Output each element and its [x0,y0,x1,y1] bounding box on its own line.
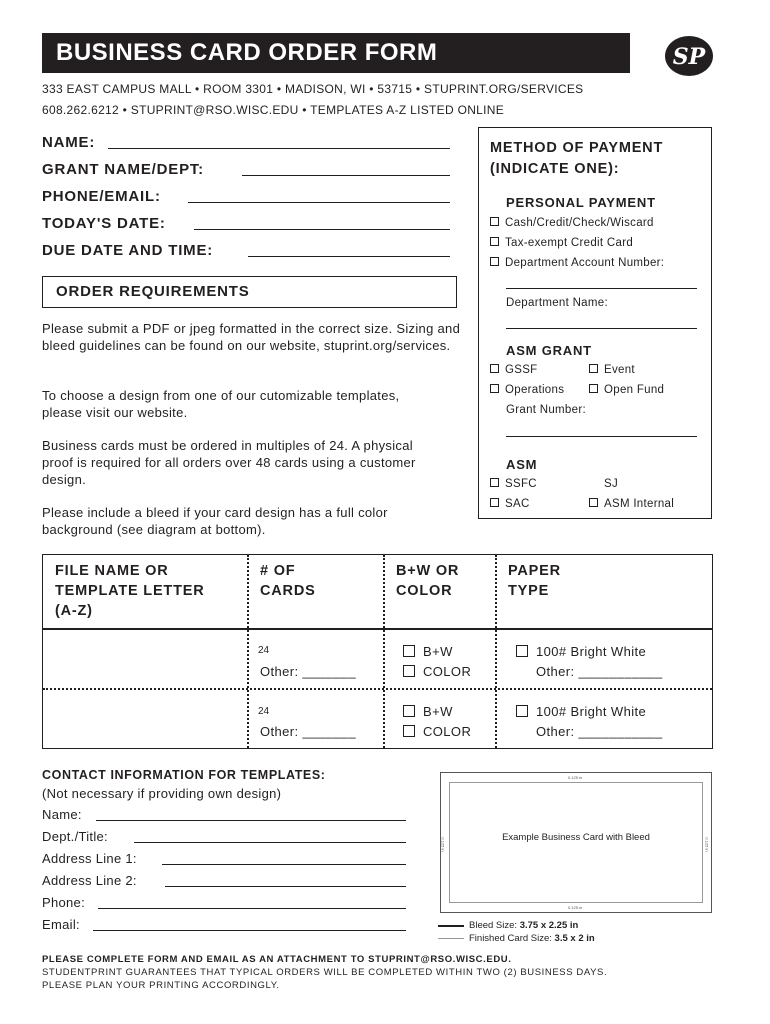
payment-heading: METHOD OF PAYMENT (INDICATE ONE): [490,140,664,177]
paper-label: 100# Bright White [536,704,647,719]
requirements-paragraph-3: Business cards must be ordered in multiples of 24. A physical proof is required for all orders over 48 cards using a customer design. [42,438,416,487]
contact-phone-label: Phone: [42,895,86,910]
grant-field[interactable] [242,175,450,176]
contact-dept-label: Dept./Title: [42,829,108,844]
contact-note: (Not necessary if providing own design) [42,786,282,801]
sac-label: SAC [505,498,530,510]
color-option[interactable] [403,664,471,679]
logo-text: SP [672,44,706,70]
due-field[interactable] [248,256,450,257]
ssfc-option[interactable] [490,478,537,490]
dim-left: 0.125 in [440,837,446,852]
paper-other[interactable]: Other: ___________ [536,664,663,679]
contact-email-field[interactable] [93,930,406,931]
contact-address2-label: Address Line 2: [42,873,137,888]
dim-right: 0.125 in [704,837,710,852]
footer-line-3: PLEASE PLAN YOUR PRINTING ACCORDINGLY. [42,980,280,991]
gssf-option[interactable] [490,364,538,376]
event-label: Event [604,364,635,376]
finished-label: Finished Card Size: [469,933,555,944]
bw-option[interactable] [403,704,453,719]
header-bw-color: B+W OR COLOR [396,563,460,599]
due-label: DUE DATE AND TIME: [42,242,214,259]
dept-account-option[interactable] [490,257,664,269]
checkbox[interactable] [490,384,499,393]
date-field[interactable] [194,229,450,230]
asm-internal-label: ASM Internal [604,498,675,510]
dept-account-field[interactable] [506,288,697,289]
finished-value: 3.5 x 2 in [554,933,595,944]
table-row-divider [43,688,712,690]
checkbox[interactable] [490,237,499,246]
footer-line-1: PLEASE COMPLETE FORM AND EMAIL AS AN ATTACHMENT TO STUPRINT@RSO.WISC.EDU. [42,954,512,965]
bleed-legend [469,920,578,931]
finished-legend [469,933,595,944]
table-column-divider [383,555,385,748]
operations-option[interactable] [490,384,564,396]
checkbox[interactable] [589,364,598,373]
qty-default: 24 [258,706,270,717]
gssf-label: GSSF [505,364,538,376]
checkbox[interactable] [490,257,499,266]
stuprint-logo [664,34,714,78]
order-requirements-heading: ORDER REQUIREMENTS [56,283,250,300]
requirements-paragraph-4: Please include a bleed if your card design has a full color background (see diagram at bottom). [42,505,388,537]
cash-label: Cash/Credit/Check/Wiscard [505,217,654,229]
contact-dept-field[interactable] [134,842,406,843]
checkbox[interactable] [490,478,499,487]
ssfc-label: SSFC [505,478,537,490]
paper-other[interactable]: Other: ___________ [536,724,663,739]
grant-number-field[interactable] [506,436,697,437]
paper-option[interactable] [516,644,646,659]
form-title: BUSINESS CARD ORDER FORM [42,33,630,73]
bleed-legend-line [438,925,464,927]
bw-label: B+W [423,704,453,719]
footer-line-2: STUDENTPRINT GUARANTEES THAT TYPICAL ORDERS WILL BE COMPLETED WITHIN TWO (2) BUSINESS DAYS. [42,967,608,978]
checkbox[interactable] [589,498,598,507]
checkbox[interactable] [589,384,598,393]
dim-top: 0.125 in [568,775,583,780]
open-fund-option[interactable] [589,384,664,396]
checkbox[interactable] [403,665,415,677]
contact-phone-field[interactable] [98,908,406,909]
color-option[interactable] [403,724,471,739]
grant-number-label: Grant Number: [506,404,586,416]
contact-address1-field[interactable] [162,864,406,865]
checkbox[interactable] [490,364,499,373]
address-line: 333 EAST CAMPUS MALL • ROOM 3301 • MADISON, WI • 53715 • STUPRINT.ORG/SERVICES [42,82,584,96]
cash-option[interactable] [490,217,654,229]
phone-field[interactable] [188,202,450,203]
qty-default: 24 [258,645,270,656]
grant-label: GRANT NAME/DEPT: [42,161,204,178]
color-label: COLOR [423,724,472,739]
file-name-cell[interactable] [44,630,246,687]
checkbox[interactable] [516,645,528,657]
asm-grant-heading: ASM GRANT [506,343,592,358]
sj-label[interactable]: SJ [604,478,619,490]
checkbox[interactable] [403,705,415,717]
checkbox[interactable] [490,217,499,226]
paper-option[interactable] [516,704,646,719]
paper-label: 100# Bright White [536,644,647,659]
requirements-paragraph-1: Please submit a PDF or jpeg formatted in the correct size. Sizing and bleed guidelines can be found on our website, stuprint.org/services. [42,321,461,353]
checkbox[interactable] [516,705,528,717]
operations-label: Operations [505,384,565,396]
open-fund-label: Open Fund [604,384,665,396]
event-option[interactable] [589,364,635,376]
header-num-cards: # OF CARDS [260,563,316,599]
qty-other[interactable]: Other: _______ [260,664,356,679]
asm-heading: ASM [506,457,538,472]
dept-account-label: Department Account Number: [505,257,665,269]
dept-name-label: Department Name: [506,297,608,309]
table-column-divider [247,555,249,748]
checkbox[interactable] [403,645,415,657]
name-field[interactable] [108,148,450,149]
color-label: COLOR [423,664,472,679]
table-column-divider [495,555,497,748]
dept-name-field[interactable] [506,328,697,329]
checkbox[interactable] [403,725,415,737]
tax-exempt-label: Tax-exempt Credit Card [505,237,634,249]
bw-label: B+W [423,644,453,659]
bleed-label: Bleed Size: [469,920,520,931]
asm-internal-option[interactable] [589,498,674,510]
bw-option[interactable] [403,644,453,659]
name-label: NAME: [42,134,96,151]
contact-email-label: Email: [42,917,80,932]
requirements-paragraph-2: To choose a design from one of our cutomizable templates, please visit our website. [42,388,400,420]
finished-legend-line [438,938,464,939]
header-file-name: FILE NAME OR TEMPLATE LETTER (A-Z) [55,563,205,619]
header-paper-type: PAPER TYPE [508,563,561,599]
checkbox[interactable] [490,498,499,507]
date-label: TODAY'S DATE: [42,215,166,232]
contact-name-label: Name: [42,807,82,822]
file-name-cell[interactable] [44,691,246,747]
contact-address1-label: Address Line 1: [42,851,137,866]
personal-payment-heading: PERSONAL PAYMENT [506,195,656,210]
sac-option[interactable] [490,498,530,510]
qty-other[interactable]: Other: _______ [260,724,356,739]
tax-exempt-option[interactable] [490,237,633,249]
contact-line: 608.262.6212 • STUPRINT@RSO.WISC.EDU • TEMPLATES A-Z LISTED ONLINE [42,103,505,117]
contact-name-field[interactable] [96,820,406,821]
bleed-value: 3.75 x 2.25 in [519,920,579,931]
card-example-label: Example Business Card with Bleed [502,832,650,843]
contact-heading: CONTACT INFORMATION FOR TEMPLATES: [42,768,326,782]
phone-label: PHONE/EMAIL: [42,188,161,205]
contact-address2-field[interactable] [165,886,406,887]
dim-bottom: 0.125 in [568,905,583,910]
